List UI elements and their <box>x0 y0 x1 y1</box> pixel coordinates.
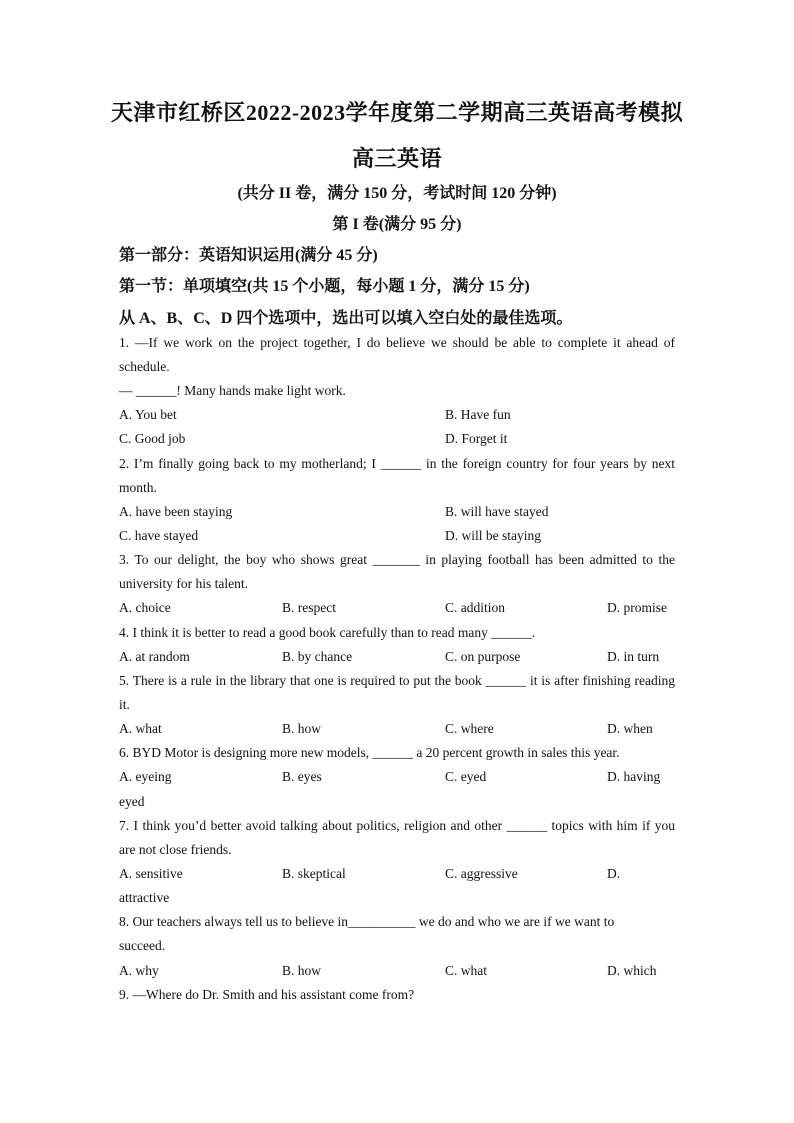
question-stem: 6. BYD Motor is designing more new models, ______ a 20 percent growth in sales this year. <box>119 745 620 760</box>
question-stem: are not close friends. <box>119 842 232 857</box>
option-d: D. <box>607 866 621 881</box>
question-stem: 9. —Where do Dr. Smith and his assistant come from? <box>119 987 415 1002</box>
option-c: C. eyed <box>445 769 487 784</box>
option-b: B. eyes <box>282 769 322 784</box>
question-stem: 8. Our teachers always tell us to believe in__________ we do and who we are if we want to <box>119 914 615 929</box>
question-stem: university for his talent. <box>119 576 248 591</box>
section-heading: 第一节：单项填空(共 15 个小题，每小题 1 分，满分 15 分) <box>119 278 530 295</box>
option-c: C. aggressive <box>445 866 518 881</box>
exam-title: 天津市红桥区2022-2023学年度第二学期高三英语高考模拟 <box>110 100 684 125</box>
option-a: A. at random <box>119 649 190 664</box>
exam-info: (共分 II 卷，满分 150 分，考试时间 120 分钟) <box>237 185 557 202</box>
option-c: C. what <box>445 963 487 978</box>
question-stem: 3. To our delight, the boy who shows great _______ in playing football has been admitted to the <box>119 552 675 567</box>
instruction-text: 从 A、B、C、D 四个选项中，选出可以填入空白处的最佳选项。 <box>119 310 573 327</box>
question-stem: 1. —If we work on the project together, I do believe we should be able to complete it ahead of <box>119 335 675 350</box>
question-stem: 7. I think you’d better avoid talking about politics, religion and other ______ topics with him if you <box>119 818 675 833</box>
option-d: D. will be staying <box>445 528 541 543</box>
option-b: B. will have stayed <box>445 504 549 519</box>
option-c: C. have stayed <box>119 528 199 543</box>
question-stem: — ______! Many hands make light work. <box>119 383 346 398</box>
option-b: B. by chance <box>282 649 353 664</box>
option-a: A. what <box>119 721 162 736</box>
option-d-wrap: eyed <box>119 794 145 809</box>
option-b: B. how <box>282 963 322 978</box>
option-d: D. when <box>607 721 653 736</box>
option-c: C. where <box>445 721 494 736</box>
option-d: D. which <box>607 963 657 978</box>
option-c: C. on purpose <box>445 649 521 664</box>
question-stem: it. <box>119 697 130 712</box>
option-a: A. eyeing <box>119 769 172 784</box>
question-stem: 5. There is a rule in the library that one is required to put the book ______ it is after finishing reading <box>119 673 675 688</box>
option-a: A. sensitive <box>119 866 183 881</box>
option-c: C. addition <box>445 600 505 615</box>
question-stem: 4. I think it is better to read a good book carefully than to read many ______. <box>119 625 536 640</box>
question-stem: 2. I’m finally going back to my motherland; I ______ in the foreign country for four years by next <box>119 456 675 471</box>
exam-subtitle: 高三英语 <box>351 146 442 171</box>
option-d: D. having <box>607 769 661 784</box>
option-b: B. how <box>282 721 322 736</box>
option-d-wrap: attractive <box>119 890 170 905</box>
question-stem: succeed. <box>119 938 166 953</box>
option-b: B. Have fun <box>445 407 511 422</box>
option-d: D. promise <box>607 600 667 615</box>
option-b: B. respect <box>282 600 336 615</box>
option-d: D. Forget it <box>445 431 508 446</box>
part-heading: 第一部分：英语知识运用(满分 45 分) <box>119 247 378 264</box>
option-b: B. skeptical <box>282 866 346 881</box>
option-c: C. Good job <box>119 431 186 446</box>
option-a: A. why <box>119 963 159 978</box>
option-a: A. You bet <box>119 407 177 422</box>
option-d: D. in turn <box>607 649 660 664</box>
question-stem: month. <box>119 480 157 495</box>
volume-heading: 第 I 卷(满分 95 分) <box>332 216 462 233</box>
option-a: A. have been staying <box>119 504 233 519</box>
option-a: A. choice <box>119 600 171 615</box>
question-stem: schedule. <box>119 359 170 374</box>
